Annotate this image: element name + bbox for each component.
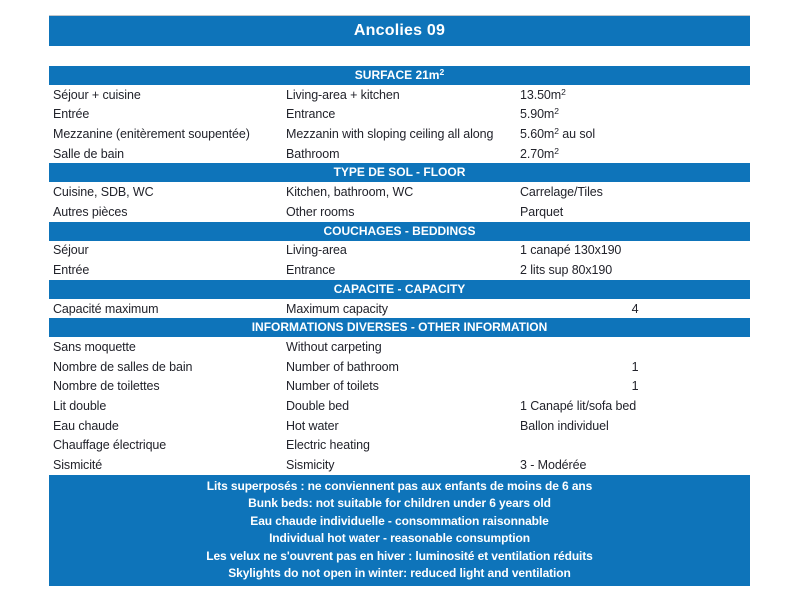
document xyxy=(49,15,750,586)
page-title: Ancolies 09 xyxy=(49,15,750,46)
table-row xyxy=(49,85,750,105)
cell-value: 1 canapé 130x190 xyxy=(520,243,622,258)
section-header: COUCHAGES - BEDDINGS xyxy=(49,222,750,241)
cell-label-en: Sismicity xyxy=(286,457,335,472)
cell-label-fr: Entrée xyxy=(53,107,90,122)
section-header: TYPE DE SOL - FLOOR xyxy=(49,163,750,182)
cell-label-en: Entrance xyxy=(286,107,336,122)
table-row xyxy=(49,299,750,319)
footer-note-line: Skylights do not open in winter: reduced light and ventilation xyxy=(228,566,571,581)
section-header: SURFACE $21m^2$ xyxy=(49,66,750,85)
table-row xyxy=(49,260,750,280)
cell-value: Parquet xyxy=(520,204,564,219)
table-row xyxy=(49,337,750,357)
table-row xyxy=(49,377,750,397)
cell-label-en: Bathroom xyxy=(286,146,340,161)
cell-value: $2.70m^2$ xyxy=(520,146,559,161)
cell-value: 1 xyxy=(631,379,639,394)
cell-label-fr: Salle de bain xyxy=(53,146,124,161)
cell-label-en: Other rooms xyxy=(286,204,355,219)
footer-note-line: Lits superposés : ne conviennent pas aux enfants de moins de 6 ans xyxy=(206,479,593,493)
cell-label-en: Number of bathroom xyxy=(286,359,399,374)
cell-label-fr: Chauffage électrique xyxy=(53,438,167,453)
cell-label-fr: Entrée xyxy=(53,262,90,277)
cell-value: Ballon individuel xyxy=(520,418,609,433)
cell-label-en: Double bed xyxy=(286,398,349,413)
cell-label-fr: Séjour + cuisine xyxy=(53,87,141,102)
footer-note-line: Individual hot water - reasonable consumption xyxy=(269,531,530,546)
table-row xyxy=(49,241,750,261)
table-row xyxy=(49,396,750,416)
table-row xyxy=(49,435,750,455)
cell-label-en: Hot water xyxy=(286,418,339,433)
cell-value: 1 xyxy=(631,359,639,374)
cell-value: 4 xyxy=(631,301,639,316)
superscript-squared: 2 xyxy=(439,67,445,77)
table-row xyxy=(49,182,750,202)
table-row xyxy=(49,124,750,144)
footer-note-line: Les velux ne s'ouvrent pas en hiver : luminosité et ventilation réduits xyxy=(206,548,593,563)
superscript-squared: 2 xyxy=(554,146,559,156)
cell-label-en: Kitchen, bathroom, WC xyxy=(286,185,414,200)
cell-label-fr: Capacité maximum xyxy=(53,301,159,316)
footer-note-line: Eau chaude individuelle - consommation raisonnable xyxy=(250,513,549,528)
cell-label-en: Maximum capacity xyxy=(286,301,388,316)
table-row xyxy=(49,416,750,436)
footer-notes xyxy=(49,475,750,586)
superscript-squared: 2 xyxy=(561,87,566,97)
cell-label-fr: Eau chaude xyxy=(53,418,119,433)
cell-value: $13.50m^2$ xyxy=(520,87,566,102)
cell-value: Carrelage/Tiles xyxy=(520,185,603,200)
cell-value: 1 Canapé lit/sofa bed xyxy=(520,398,637,413)
cell-value: $5.60m^2$ au sol xyxy=(520,126,596,141)
cell-label-fr: Mezzanine (enitèrement soupentée) xyxy=(53,126,250,141)
cell-label-en: Electric heating xyxy=(286,438,370,453)
cell-value: 2 lits sup 80x190 xyxy=(520,262,613,277)
cell-label-en: Number of toilets xyxy=(286,379,379,394)
table-row xyxy=(49,455,750,475)
sections-container xyxy=(49,66,750,475)
table-row xyxy=(49,105,750,125)
footer-note-line: Bunk beds: not suitable for children under 6 years old xyxy=(248,496,551,511)
cell-label-fr: Lit double xyxy=(53,398,107,413)
superscript-squared: 2 xyxy=(554,107,559,117)
cell-label-fr: Nombre de toilettes xyxy=(53,379,160,394)
table-row xyxy=(49,144,750,164)
cell-value: 3 - Modérée xyxy=(520,457,587,472)
cell-label-en: Entrance xyxy=(286,262,336,277)
cell-label-en: Mezzanin with sloping ceiling all along xyxy=(286,126,494,141)
section-header: CAPACITE - CAPACITY xyxy=(49,280,750,299)
table-row xyxy=(49,357,750,377)
cell-label-en: Living-area xyxy=(286,243,347,258)
cell-label-en: Living-area + kitchen xyxy=(286,87,400,102)
cell-label-fr: Séjour xyxy=(53,243,89,258)
table-row xyxy=(49,202,750,222)
section-header: INFORMATIONS DIVERSES - OTHER INFORMATION xyxy=(49,318,750,337)
cell-label-fr: Sans moquette xyxy=(53,340,136,355)
superscript-squared: 2 xyxy=(554,126,559,136)
cell-label-fr: Nombre de salles de bain xyxy=(53,359,193,374)
cell-label-fr: Sismicité xyxy=(53,457,103,472)
cell-label-fr: Autres pièces xyxy=(53,204,128,219)
cell-value: $5.90m^2$ xyxy=(520,107,559,122)
cell-label-en: Without carpeting xyxy=(286,340,382,355)
cell-label-fr: Cuisine, SDB, WC xyxy=(53,185,154,200)
